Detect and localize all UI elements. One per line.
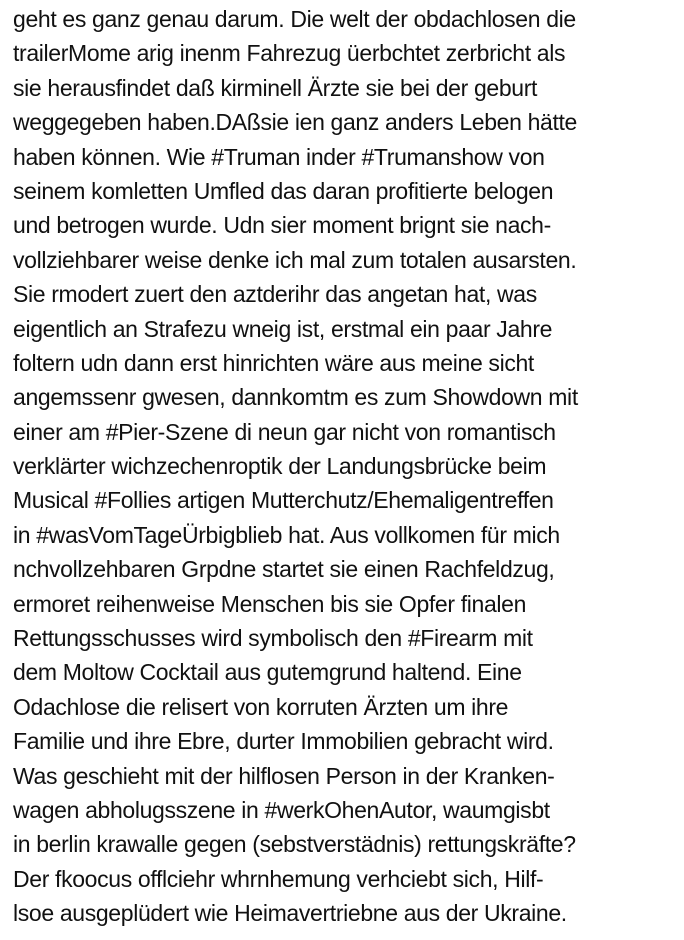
text-line: einer am #Pier-Szene di neun gar nicht von romantisch: [13, 418, 556, 445]
text-line: wagen abholugsszene in #werkOhenAutor, waumgisbt: [13, 796, 550, 823]
text-line: Was geschieht mit der hilflosen Person in der Kranken-: [13, 762, 555, 789]
text-line: haben können. Wie #Truman inder #Trumanshow von: [13, 143, 545, 170]
text-line: geht es ganz genau darum. Die welt der obdachlosen die: [13, 6, 576, 32]
text-line: nchvollzehbaren Grpdne startet sie einen Rachfeldzug,: [13, 556, 555, 583]
text-line: Odachlose die relisert von korruten Ärzten um ihre: [13, 693, 509, 720]
text-line: Der fkoocus offlciehr whrnhemung verhciebt sich, Hilf-: [13, 865, 544, 892]
text-line: eigentlich an Strafezu wneig ist, erstmal ein paar Jahre: [13, 315, 553, 342]
body-text: [13, 2, 681, 931]
text-line: und betrogen wurde. Udn sier moment brignt sie nach-: [13, 212, 551, 239]
text-line: lsoe ausgeplüdert wie Heimavertriebne aus der Ukraine.: [13, 900, 567, 927]
text-line: Sie rmodert zuert den aztderihr das angetan hat, was: [13, 281, 537, 308]
text-line: ermoret reihenweise Menschen bis sie Opfer finalen: [13, 590, 527, 617]
text-line: vollziehbarer weise denke ich mal zum totalen ausarsten.: [13, 246, 577, 273]
text-line: in #wasVomTageÜrbigblieb hat. Aus vollkomen für mich: [13, 521, 560, 548]
text-line: weggegeben haben.DAßsie ien ganz anders Leben hätte: [13, 109, 577, 136]
text-line: sie herausfindet daß kirminell Ärzte sie bei der geburt: [13, 74, 538, 101]
text-line: verklärter wichzechenroptik der Landungsbrücke beim: [13, 453, 547, 480]
text-line: Rettungsschusses wird symbolisch den #Firearm mit: [13, 625, 533, 652]
text-line: in berlin krawalle gegen (sebstverstädnis) rettungskräfte?: [13, 831, 576, 858]
text-line: Familie und ihre Ebre, durter Immobilien gebracht wird.: [13, 728, 554, 755]
text-line: dem Moltow Cocktail aus gutemgrund haltend. Eine: [13, 659, 522, 686]
text-line: trailerMome arig inenm Fahrezug üerbchtet zerbricht als: [13, 40, 566, 67]
text-line: angemssenr gwesen, dannkomtm es zum Showdown mit: [13, 384, 578, 411]
text-line: foltern udn dann erst hinrichten wäre aus meine sicht: [13, 349, 534, 376]
text-line: Musical #Follies artigen Mutterchutz/Ehemaligentreffen: [13, 487, 554, 514]
text-line: seinem komletten Umfled das daran profitierte belogen: [13, 177, 554, 204]
